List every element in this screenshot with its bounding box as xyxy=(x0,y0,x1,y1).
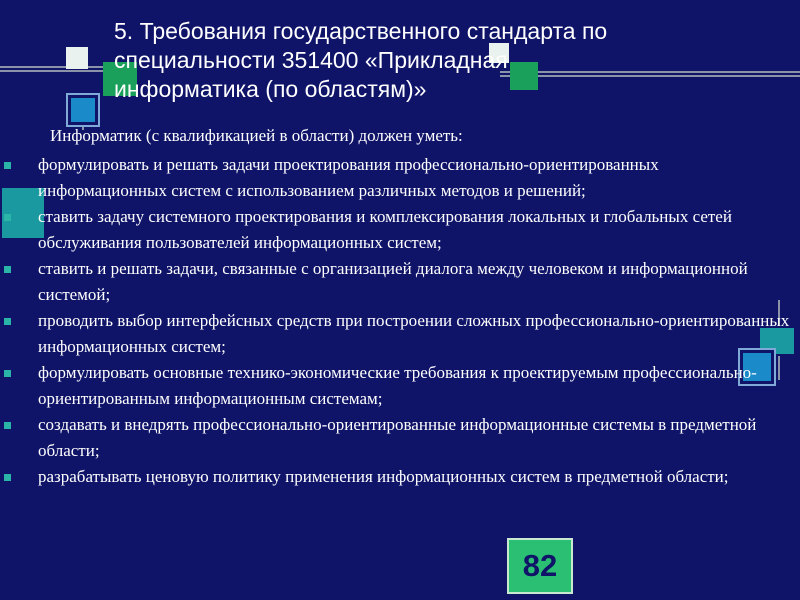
page-number-badge: 82 xyxy=(507,538,573,594)
list-item-text: формулировать основные технико-экономические требования к проектируемым профессионально-ориентированным информационным системам; xyxy=(38,363,757,408)
list-item xyxy=(0,152,790,204)
list-item xyxy=(0,464,790,490)
list-item-text: формулировать и решать задачи проектирования профессионально-ориентированных информационных систем с использованием различных методов и решений; xyxy=(38,155,659,200)
list-item xyxy=(0,256,790,308)
decor-line-top-left xyxy=(0,66,110,68)
list-item xyxy=(0,360,790,412)
bullet-icon xyxy=(4,474,11,481)
slide-title xyxy=(114,17,714,104)
bullet-icon xyxy=(4,266,11,273)
list-item-text: разрабатывать ценовую политику применения информационных систем в предметной области; xyxy=(38,467,729,486)
bullet-icon xyxy=(4,422,11,429)
list-item-text: ставить задачу системного проектирования и комплексирования локальных и глобальных сетей обслуживания пользователей информационных систем; xyxy=(38,207,732,252)
list-item-text: проводить выбор интерфейсных средств при построении сложных профессионально-ориентированных информационных систем; xyxy=(38,311,790,356)
decor-square-white xyxy=(66,47,88,69)
title-line-3: информатика (по областям)» xyxy=(114,76,427,102)
decor-square-blue xyxy=(68,95,98,125)
list-item-text: создавать и внедрять профессионально-ориентированные информационные системы в предметной области; xyxy=(38,415,757,460)
bullet-icon xyxy=(4,162,11,169)
bullet-icon xyxy=(4,370,11,377)
decor-line-top-left-2 xyxy=(0,70,110,72)
bullet-icon xyxy=(4,214,11,221)
intro-text: Информатик (с квалификацией в области) должен уметь: xyxy=(50,126,463,145)
bullet-icon xyxy=(4,318,11,325)
list-item xyxy=(0,204,790,256)
list-item-text: ставить и решать задачи, связанные с организацией диалога между человеком и информационной системой; xyxy=(38,259,748,304)
title-line-2: специальности 351400 «Прикладная xyxy=(114,47,508,73)
list-item xyxy=(0,412,790,464)
list-item xyxy=(0,308,790,360)
requirements-list xyxy=(0,152,790,490)
title-line-1: 5. Требования государственного стандарта по xyxy=(114,18,608,44)
